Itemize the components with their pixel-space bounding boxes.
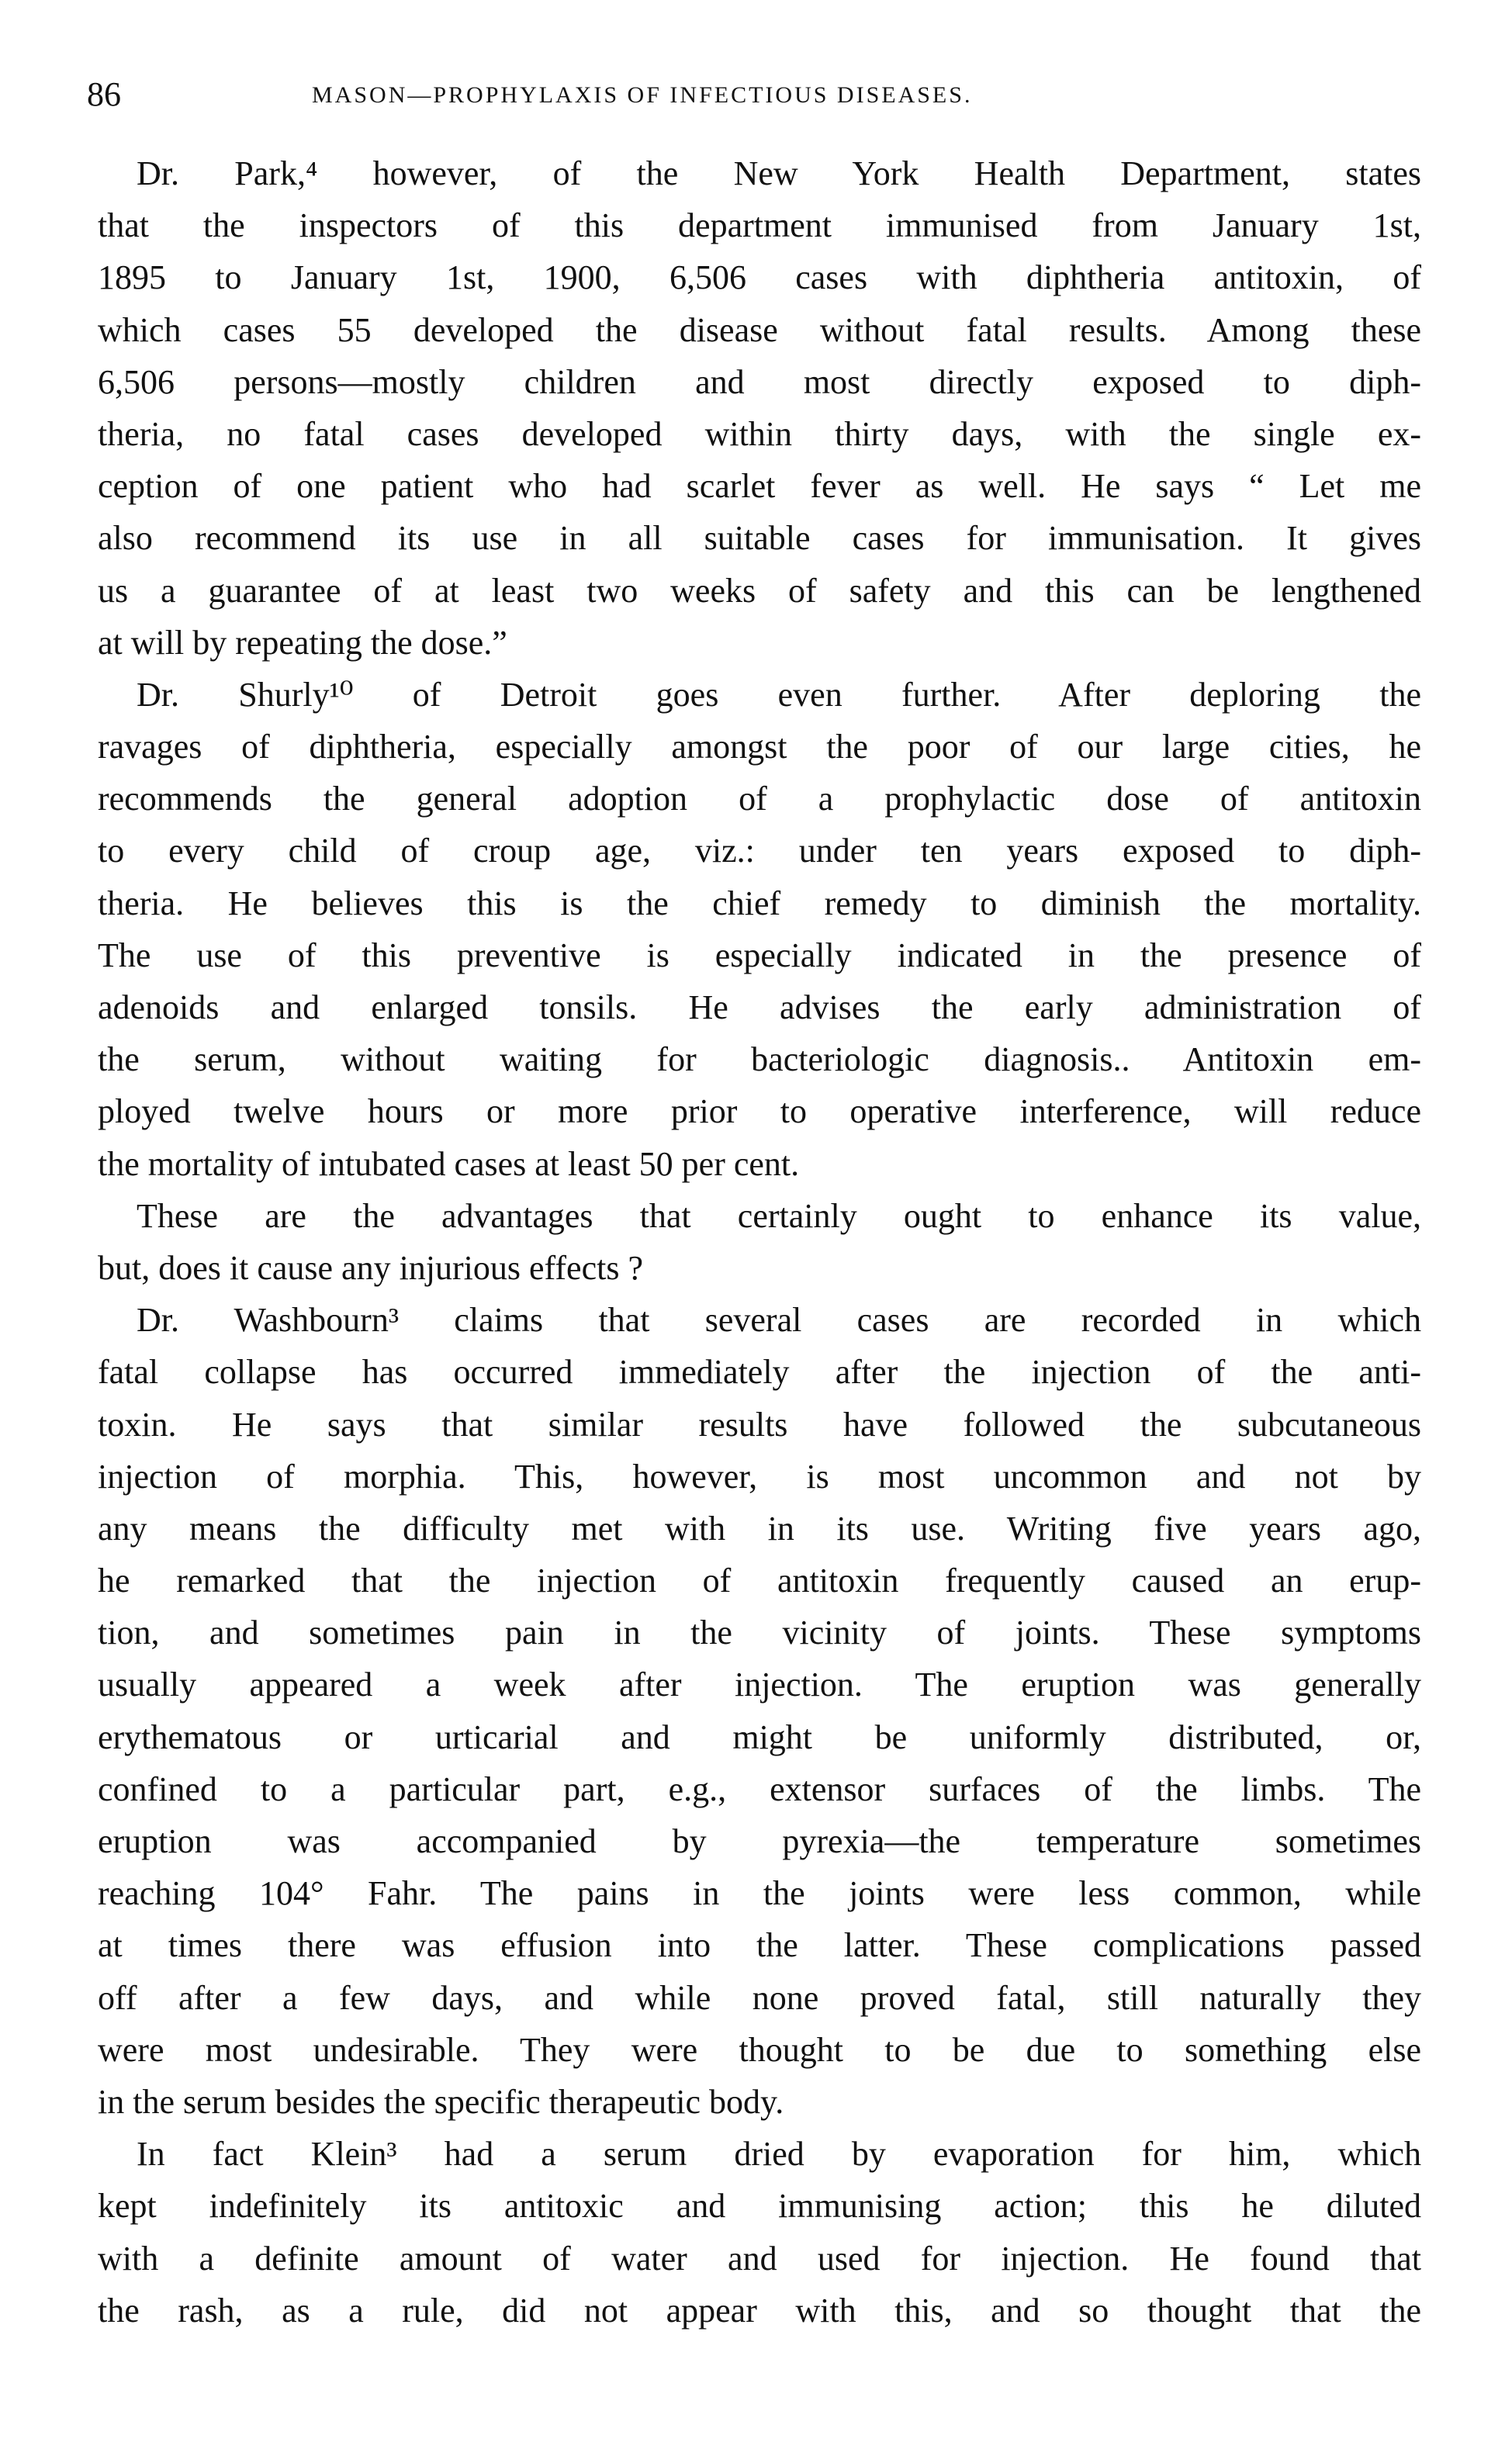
text-line: the serum, without waiting for bacteriologic diagnosis.. Antitoxin em- [98, 1040, 1421, 1079]
text-line: recommends the general adoption of a prophylactic dose of antitoxin [98, 780, 1421, 818]
text-line: with a definite amount of water and used for injection. He found that [98, 2239, 1421, 2278]
text-line: Dr. Washbourn³ claims that several cases are recorded in which [137, 1301, 1421, 1340]
running-title: MASON—PROPHYLAXIS OF INFECTIOUS DISEASES. [312, 82, 973, 108]
text-line: ravages of diphtheria, especially amongst the poor of our large cities, he [98, 728, 1421, 766]
text-line: confined to a particular part, e.g., extensor surfaces of the limbs. The [98, 1769, 1421, 1808]
paragraph-park [98, 147, 1421, 669]
text-line: also recommend its use in all suitable cases for immunisation. It gives [98, 519, 1421, 558]
text-line: Dr. Park,⁴ however, of the New York Health Department, states [137, 154, 1421, 192]
text-line: eruption was accompanied by pyrexia—the temperature sometimes [98, 1822, 1421, 1860]
text-line: tion, and sometimes pain in the vicinity of joints. These symptoms [98, 1614, 1421, 1652]
paragraph-shurly [98, 669, 1421, 1190]
text-line: These are the advantages that certainly ought to enhance its value, [137, 1196, 1421, 1235]
text-line: ployed twelve hours or more prior to operative interference, will reduce [98, 1092, 1421, 1131]
page-header [87, 71, 1421, 118]
text-line: which cases 55 developed the disease without fatal results. Among these [98, 310, 1421, 349]
text-line: but, does it cause any injurious effects ? [98, 1248, 643, 1287]
text-line: were most undesirable. They were thought to be due to something else [98, 2030, 1421, 2069]
text-line: us a guarantee of at least two weeks of safety and this can be lengthened [98, 571, 1421, 610]
text-line: adenoids and enlarged tonsils. He advises the early administration of [98, 988, 1421, 1026]
paragraph-washbourn [98, 1294, 1421, 2128]
body-text [98, 147, 1421, 2337]
page-number: 86 [87, 75, 121, 113]
text-line: erythematous or urticarial and might be uniformly distributed, or, [98, 1717, 1421, 1756]
text-line: toxin. He says that similar results have followed the subcutaneous [98, 1405, 1421, 1444]
text-line: 6,506 persons—mostly children and most directly exposed to diph- [98, 362, 1421, 401]
text-line: kept indefinitely its antitoxic and immunising action; this he diluted [98, 2187, 1421, 2226]
text-line: ception of one patient who had scarlet fever as well. He says “ Let me [98, 467, 1421, 506]
text-line: 1895 to January 1st, 1900, 6,506 cases with diphtheria antitoxin, of [98, 258, 1421, 297]
text-line: theria. He believes this is the chief remedy to diminish the mortality. [98, 884, 1421, 922]
text-line: the mortality of intubated cases at least 50 per cent. [98, 1144, 800, 1183]
text-line: that the inspectors of this department immunised from January 1st, [98, 206, 1421, 245]
text-line: any means the difficulty met with in its use. Writing five years ago, [98, 1509, 1421, 1548]
text-line: he remarked that the injection of antitoxin frequently caused an erup- [98, 1562, 1421, 1600]
text-line: usually appeared a week after injection. The eruption was generally [98, 1666, 1421, 1704]
text-line: to every child of croup age, viz.: under ten years exposed to diph- [98, 832, 1421, 870]
text-line: in the serum besides the specific therapeutic body. [98, 2082, 784, 2121]
text-line: theria, no fatal cases developed within thirty days, with the single ex- [98, 414, 1421, 453]
text-line: reaching 104° Fahr. The pains in the joints were less common, while [98, 1874, 1421, 1913]
text-line: In fact Klein³ had a serum dried by evaporation for him, which [137, 2135, 1421, 2174]
paragraph-advantages [98, 1190, 1421, 1294]
text-line: at will by repeating the dose.” [98, 623, 507, 662]
paragraph-klein [98, 2128, 1421, 2337]
text-line: fatal collapse has occurred immediately after the injection of the anti- [98, 1353, 1421, 1392]
text-line: off after a few days, and while none proved fatal, still naturally they [98, 1978, 1421, 2017]
text-line: the rash, as a rule, did not appear with this, and so thought that the [98, 2291, 1421, 2330]
text-line: injection of morphia. This, however, is most uncommon and not by [98, 1457, 1421, 1496]
text-line: Dr. Shurly¹⁰ of Detroit goes even further. After deploring the [137, 675, 1421, 714]
text-line: The use of this preventive is especially indicated in the presence of [98, 936, 1421, 974]
text-line: at times there was effusion into the latter. These complications passed [98, 1926, 1421, 1965]
